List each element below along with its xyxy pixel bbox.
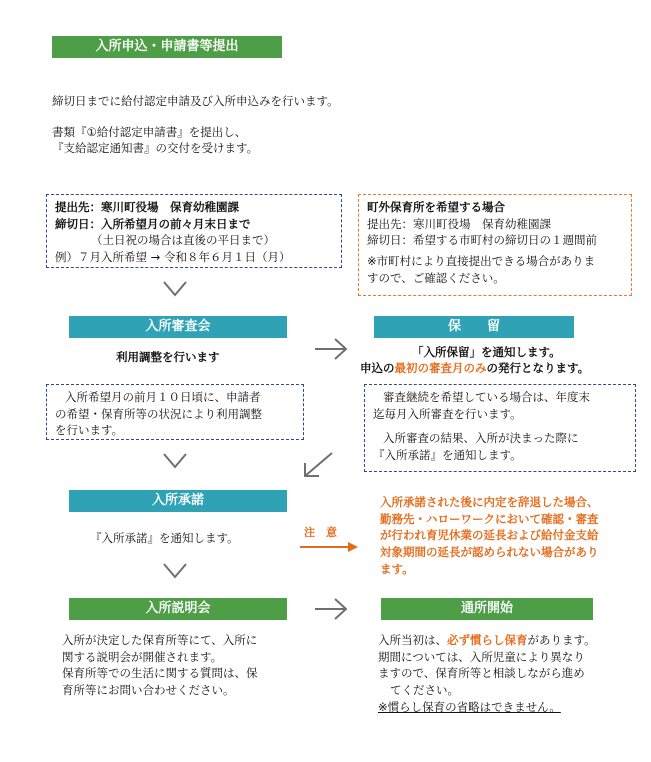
- intro-line-3: 『支給認定通知書』の交付を受けます。: [52, 141, 259, 155]
- submission-holiday-note: （土日祝の場合は直後の平日まで）: [91, 233, 275, 248]
- start-title: 通所開始: [381, 598, 593, 620]
- briefing-text: [62, 632, 258, 699]
- hold-issue-post: の発行となります。: [486, 361, 590, 375]
- outside-town-deadline: 締切日：希望する市町村の締切日の１週間前: [367, 233, 597, 248]
- arrow-down-icon: [162, 450, 188, 472]
- review-subtitle: 利用調整を行います: [116, 350, 220, 364]
- review-detail-1: 入所希望月の前月１０日頃に、申請者: [65, 390, 261, 404]
- briefing-line-2: 関する説明会が開催されます。: [62, 649, 223, 664]
- review-title: 入所審査会: [69, 316, 287, 338]
- briefing-line-1: 入所が決定した保育所等にて、入所に: [62, 633, 258, 647]
- hold-issue-pre: 申込の: [360, 361, 395, 375]
- hold-detail-1: 審査継続を希望している場合は、年度末: [383, 390, 590, 404]
- arrow-right-icon: [313, 596, 349, 622]
- caution-line-2: 勤務先・ハローワークにおいて確認・審査: [380, 511, 599, 526]
- caution-line-4: 対象期間の延長が認められない場合があり: [380, 545, 599, 560]
- start-line-1-pre: 入所当初は、: [378, 633, 447, 647]
- review-detail-box: [46, 384, 304, 440]
- start-line-5: ※慣らし保育の省略はできません。: [378, 699, 561, 714]
- hold-detail-4: 『入所承諾』を通知します。: [373, 448, 522, 463]
- hold-title: 保 留: [374, 316, 574, 338]
- start-line-4: てください。: [390, 683, 459, 698]
- submission-example: 例）７月入所希望 → 令和８年６月１日（月）: [55, 250, 291, 265]
- section-title: 入所申込・申請書等提出: [52, 36, 282, 58]
- start-text: [378, 632, 596, 715]
- approval-title: 入所承諾: [69, 490, 287, 512]
- start-line-3: ますので、保育所等と相談しながら進め: [378, 666, 585, 681]
- outside-town-note-2: すので、ご確認ください。: [367, 270, 505, 285]
- caution-line-5: ます。: [380, 561, 414, 576]
- caution-line-3: が行われ育児休業の延長および給付金支給: [380, 528, 599, 543]
- hold-detail-box: [364, 384, 636, 472]
- hold-notice: 「入所保留」を通知します。: [412, 345, 561, 359]
- outside-town-destination: 提出先：寒川町役場 保育幼稚園課: [367, 216, 551, 231]
- hold-issue-note: [360, 360, 589, 377]
- briefing-title: 入所説明会: [69, 598, 287, 620]
- arrow-diagonal-icon: [300, 450, 336, 480]
- intro-line-2: 書類『①給付認定申請書』を提出し、: [52, 125, 247, 139]
- intro-line-1: 締切日までに給付認定申請及び入所申込みを行います。: [52, 94, 339, 108]
- caution-line-1: 入所承諾された後に内定を辞退した場合、: [380, 495, 599, 509]
- submission-info-box: [46, 194, 342, 268]
- hold-detail-2: 迄毎月入所審査を行います。: [373, 406, 522, 421]
- hold-issue-emphasis: 最初の審査月のみ: [394, 361, 487, 375]
- briefing-line-3: 保育所等での生活に関する質問は、保: [62, 666, 258, 681]
- start-line-1-emphasis: 必ず慣らし保育: [447, 633, 528, 647]
- submission-destination: 提出先：寒川町役場 保育幼稚園課: [55, 200, 239, 214]
- review-detail-3: を行います。: [55, 423, 124, 438]
- arrow-down-icon: [162, 278, 188, 300]
- hold-detail-3: 入所審査の結果、入所が決まった際に: [383, 431, 579, 446]
- caution-label: 注 意: [304, 526, 337, 539]
- start-line-2: 期間については、入所児童により異なり: [378, 649, 585, 664]
- caution-text: [380, 494, 642, 577]
- start-line-1-post: があります。: [527, 633, 596, 647]
- briefing-line-4: 育所等にお問い合わせください。: [62, 683, 235, 698]
- arrow-down-icon: [162, 560, 188, 582]
- caution-arrow-icon: [300, 540, 360, 559]
- outside-town-note-1: ※市町村により直接提出できる場合がありま: [367, 254, 596, 269]
- outside-town-box: [358, 194, 632, 296]
- approval-text: 『入所承諾』を通知します。: [90, 531, 239, 545]
- outside-town-title: 町外保育所を希望する場合: [367, 200, 505, 214]
- submission-deadline: 締切日：入所希望月の前々月末日まで: [55, 216, 251, 231]
- review-detail-2: の希望・保育所等の状況により利用調整: [55, 406, 262, 421]
- arrow-right-icon: [313, 336, 349, 362]
- start-line-1: [378, 632, 596, 649]
